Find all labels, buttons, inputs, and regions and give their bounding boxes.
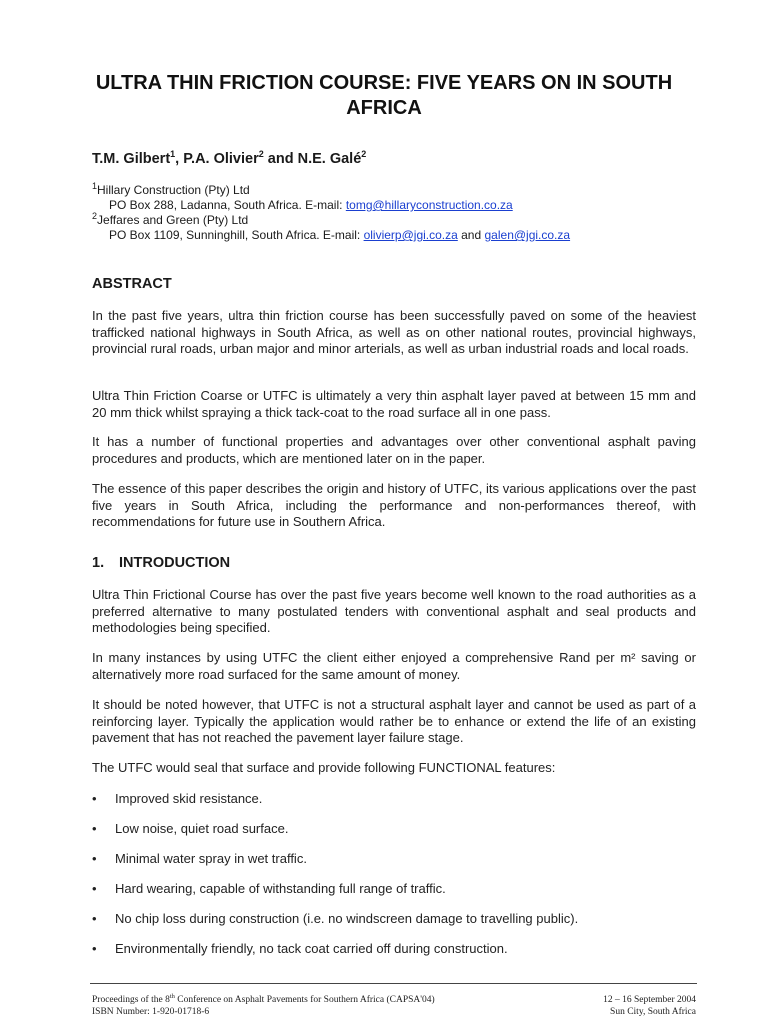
- email-link[interactable]: galen@jgi.co.za: [484, 228, 571, 242]
- abstract-paragraph: The essence of this paper describes the origin and history of UTFC, its various applications over the past five years in South Africa, including the performance and non-performances thereof, with recommendations for future use in Southern Africa.: [92, 481, 696, 529]
- email-link[interactable]: tomg@hillaryconstruction.co.za: [345, 198, 513, 212]
- list-item-text: Low noise, quiet road surface.: [115, 821, 289, 836]
- bullet-symbol: •: [92, 881, 97, 896]
- list-item: [92, 941, 696, 958]
- introduction-paragraph: It should be noted however, that UTFC is not a structural asphalt layer and cannot be used as part of a reinforcing layer. Typically the application would rather be to enhance or extend the life of an existing pavement that has not reached the pavement layer failure stage.: [92, 697, 696, 745]
- affiliation-org: Hillary Construction (Pty) Ltd: [97, 183, 250, 197]
- abstract-paragraph: It has a number of functional properties and advantages over other conventional asphalt paving procedures and products, which are mentioned later on in the paper.: [92, 434, 696, 466]
- list-item-text: Environmentally friendly, no tack coat carried off during construction.: [115, 941, 508, 956]
- section-title: INTRODUCTION: [119, 555, 231, 571]
- footer-right: [603, 994, 696, 1018]
- affiliation-org: Jeffares and Green (Pty) Ltd: [97, 213, 249, 227]
- author-list: [92, 149, 366, 169]
- footer-place: Sun City, South Africa: [610, 1007, 696, 1017]
- abstract-paragraph: Ultra Thin Friction Coarse or UTFC is ultimately a very thin asphalt layer paved at between 15 mm and 20 mm thick whilst spraying a thick tack-coat to the road surface all in one pass.: [92, 388, 696, 420]
- footer-proceedings-rest: Conference on Asphalt Pavements for Southern Africa (CAPSA'04): [174, 995, 435, 1005]
- introduction-paragraph: In many instances by using UTFC the client either enjoyed a comprehensive Rand per m² saving or alternatively more road surfaced for the same amount of money.: [92, 650, 696, 682]
- paper-title: [60, 71, 708, 121]
- affiliation-2: [92, 213, 570, 243]
- footer-isbn: ISBN Number: 1-920-01718-6: [92, 1007, 210, 1017]
- bullet-symbol: •: [92, 821, 97, 836]
- list-item: [92, 821, 696, 838]
- footer-proceedings: Proceedings of the 8: [92, 995, 170, 1005]
- affiliation-mark: 1: [170, 149, 176, 160]
- introduction-paragraph: Ultra Thin Frictional Course has over the past five years become well known to the road authorities as a preferred alternative to many postulated tenders with conventional asphalt and seal products and methodologies being specified.: [92, 587, 696, 635]
- list-item-text: No chip loss during construction (i.e. no windscreen damage to travelling public).: [115, 911, 579, 926]
- list-item: [92, 911, 696, 928]
- list-item-text: Improved skid resistance.: [115, 791, 263, 806]
- affiliation-number: 2: [92, 211, 98, 221]
- author-name: T.M. Gilbert: [92, 151, 171, 167]
- section-number: 1.: [92, 555, 105, 571]
- author-separator: ,: [175, 151, 184, 167]
- affiliation-number: 1: [92, 181, 98, 191]
- list-item: [92, 851, 696, 868]
- footer-ordinal: th: [169, 992, 175, 1000]
- email-joiner: and: [457, 228, 485, 242]
- bullet-symbol: •: [92, 941, 97, 956]
- introduction-heading: [92, 554, 230, 572]
- footer-left: [92, 994, 435, 1018]
- affiliation-mark: 2: [361, 149, 367, 160]
- bullet-symbol: •: [92, 911, 97, 926]
- functional-features-list: [92, 791, 696, 971]
- abstract-heading: ABSTRACT: [92, 276, 172, 292]
- bullet-symbol: •: [92, 851, 97, 866]
- title-line: ULTRA THIN FRICTION COURSE: FIVE YEARS ON IN SOUTH: [95, 72, 673, 94]
- author-name: P.A. Olivier: [183, 151, 259, 167]
- list-item: [92, 791, 696, 808]
- author-separator: and: [263, 151, 298, 167]
- affiliation-1: [92, 183, 513, 213]
- abstract-paragraph: In the past five years, ultra thin friction course has been successfully paved on some of the heaviest trafficked national highways in South Africa, as well as on other national routes, provincial highways, provincial rural roads, urban major and minor arterials, as well as urban industrial roads and local roads.: [92, 308, 696, 356]
- list-item: [92, 881, 696, 898]
- footer-divider: [90, 983, 697, 984]
- footer-dates: 12 – 16 September 2004: [603, 995, 696, 1005]
- bullet-symbol: •: [92, 791, 97, 806]
- introduction-paragraph: The UTFC would seal that surface and provide following FUNCTIONAL features:: [92, 760, 556, 775]
- list-item-text: Hard wearing, capable of withstanding full range of traffic.: [115, 881, 446, 896]
- title-line: AFRICA: [346, 97, 422, 119]
- affiliation-address: PO Box 1109, Sunninghill, South Africa. E-mail:: [109, 228, 364, 242]
- affiliation-mark: 2: [258, 149, 264, 160]
- list-item-text: Minimal water spray in wet traffic.: [115, 851, 307, 866]
- author-name: N.E. Galé: [297, 151, 362, 167]
- email-link[interactable]: olivierp@jgi.co.za: [363, 228, 458, 242]
- affiliation-address: PO Box 288, Ladanna, South Africa. E-mail:: [109, 198, 346, 212]
